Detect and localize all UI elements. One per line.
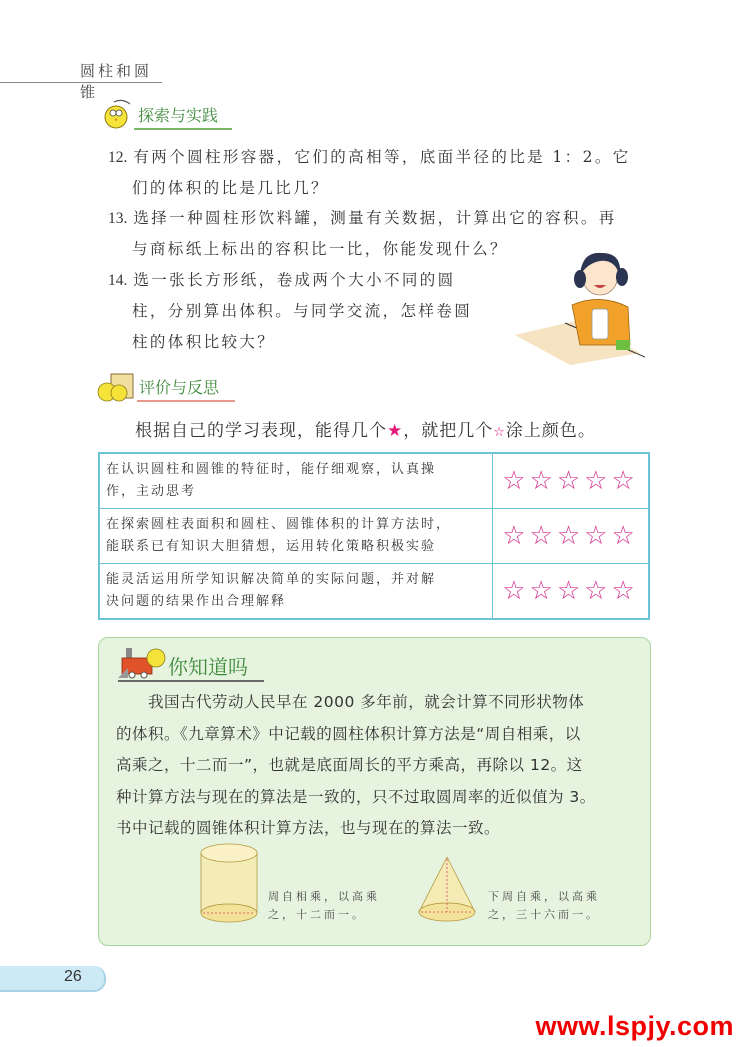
criterion-cell: 在认识圆柱和圆锥的特征时，能仔细观察，认真操 作，主动思考 xyxy=(99,453,493,509)
reflect-section-heading xyxy=(97,372,235,402)
chapter-title: 圆柱和圆锥 xyxy=(80,62,153,101)
question-12: 12. 有两个圆柱形容器，它们的高相等，底面半径的比是 1：2。它 们的体积的比是几比几？ xyxy=(108,148,631,197)
did-you-know-text: 我国古代劳动人民早在 2000 多年前，就会计算不同形状物体 的体积。《九章算术》中记载的圆柱体积计算方法是“周自相乘，以 高乘之，十二而一”，也就是底面周长的平方乘高，再除以 12。这 种计算方法与现在的算法是一致的，只不过取圆周率的近似值为 3。 书中记载的圆锥体积计算方法，也与现在的算法一致。 xyxy=(116,693,596,837)
question-13: 13. 选择一种圆柱形饮料罐，测量有关数据，计算出它的容积。再 与商标纸上标出的容积比一比，你能发现什么？ xyxy=(108,209,617,258)
table-row xyxy=(99,453,649,509)
watermark-link[interactable]: www.lspjy.com xyxy=(535,1011,734,1041)
did-you-know-title: 你知道吗 xyxy=(168,655,248,679)
criterion-cell: 在探索圆柱表面积和圆柱、圆锥体积的计算方法时， 能联系已有知识大胆猜想，运用转化策略积极实验 xyxy=(99,509,493,564)
page-number-tab xyxy=(0,966,106,992)
reflect-section-title: 评价与反思 xyxy=(139,378,220,397)
chicks-reading-book-icon xyxy=(97,372,137,402)
question-14: 14. 选一张长方形纸，卷成两个大小不同的圆 柱，分别算出体积。与同学交流，怎样卷圆 柱的体积比较大？ xyxy=(108,271,473,351)
train-chick-icon xyxy=(118,644,168,680)
table-row xyxy=(99,564,649,620)
rating-stars[interactable]: ☆☆☆☆☆ xyxy=(493,509,650,564)
cone-illustration xyxy=(416,855,478,925)
filled-star-icon: ★ xyxy=(387,421,404,441)
running-head xyxy=(0,58,162,101)
explore-section-title: 探索与实践 xyxy=(138,106,219,125)
chick-mascot-icon xyxy=(100,98,134,130)
rating-stars[interactable]: ☆☆☆☆☆ xyxy=(493,564,650,620)
self-evaluation-table xyxy=(98,452,650,620)
did-you-know-heading xyxy=(118,644,264,682)
reflect-instruction: 根据自己的学习表现，能得几个★，就把几个☆涂上颜色。 xyxy=(135,421,596,441)
girl-rolling-paper-illustration xyxy=(510,245,645,365)
cylinder-caption: 周自相乘，以高乘 之，十二而一。 xyxy=(268,890,380,921)
rating-stars[interactable]: ☆☆☆☆☆ xyxy=(493,453,650,509)
criterion-cell: 能灵活运用所学知识解决简单的实际问题，并对解 决问题的结果作出合理解释 xyxy=(99,564,493,620)
cone-caption: 下周自乘，以高乘 之，三十六而一。 xyxy=(488,890,600,921)
outline-star-icon: ☆ xyxy=(493,425,506,440)
cylinder-illustration xyxy=(198,843,260,925)
table-row xyxy=(99,509,649,564)
explore-section-heading xyxy=(100,98,232,130)
page-number: 26 xyxy=(64,968,82,985)
